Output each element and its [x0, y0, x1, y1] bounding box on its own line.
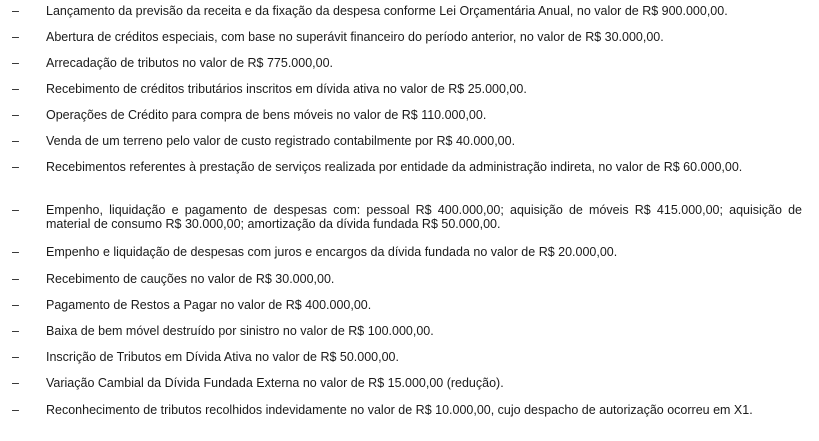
- item-text: Baixa de bem móvel destruído por sinistro no valor de R$ 100.000,00.: [46, 324, 434, 338]
- item-text: Pagamento de Restos a Pagar no valor de R$ 400.000,00.: [46, 298, 372, 312]
- dash-bullet: –: [12, 108, 19, 122]
- dash-bullet: –: [12, 134, 19, 148]
- dash-bullet: –: [12, 245, 19, 259]
- item-text: Venda de um terreno pelo valor de custo registrado contabilmente por R$ 40.000,00.: [46, 134, 516, 148]
- dash-bullet: –: [12, 403, 19, 417]
- item-text: Abertura de créditos especiais, com base no superávit financeiro do período anterior, no valor de R$ 30.000,00.: [46, 30, 664, 44]
- dash-bullet: –: [12, 203, 19, 217]
- item-text: Arrecadação de tributos no valor de R$ 775.000,00.: [46, 56, 333, 70]
- item-text: Recebimento de cauções no valor de R$ 30.000,00.: [46, 272, 335, 286]
- dash-bullet: –: [12, 30, 19, 44]
- item-text: Lançamento da previsão da receita e da fixação da despesa conforme Lei Orçamentária Anual, no valor de R$ 900.000,00.: [46, 4, 728, 18]
- dash-bullet: –: [12, 82, 19, 96]
- item-text: Variação Cambial da Dívida Fundada Externa no valor de R$ 15.000,00 (redução).: [46, 376, 504, 390]
- item-text: Empenho, liquidação e pagamento de despesas com: pessoal R$ 400.000,00; aquisição de móveis R$ 415.000,00; aquisição de material de consumo R$ 30.000,00; amortização da dívida fundada R$ 50.000,00.: [46, 203, 802, 231]
- dash-bullet: –: [12, 376, 19, 390]
- item-text: Empenho e liquidação de despesas com juros e encargos da dívida fundada no valor de R$ 20.000,00.: [46, 245, 618, 259]
- item-text: Operações de Crédito para compra de bens móveis no valor de R$ 110.000,00.: [46, 108, 487, 122]
- item-text: Reconhecimento de tributos recolhidos indevidamente no valor de R$ 10.000,00, cujo despacho de autorização ocorreu em X1.: [46, 403, 753, 417]
- dash-bullet: –: [12, 350, 19, 364]
- item-text: Recebimentos referentes à prestação de serviços realizada por entidade da administração indireta, no valor de R$ 60.000,00.: [46, 160, 743, 174]
- item-text: Recebimento de créditos tributários inscritos em dívida ativa no valor de R$ 25.000,00.: [46, 82, 527, 96]
- dash-bullet: –: [12, 56, 19, 70]
- item-text: Inscrição de Tributos em Dívida Ativa no valor de R$ 50.000,00.: [46, 350, 399, 364]
- dash-bullet: –: [12, 160, 19, 174]
- dash-bullet: –: [12, 298, 19, 312]
- dash-bullet: –: [12, 324, 19, 338]
- dash-bullet: –: [12, 272, 19, 286]
- dash-bullet: –: [12, 4, 19, 18]
